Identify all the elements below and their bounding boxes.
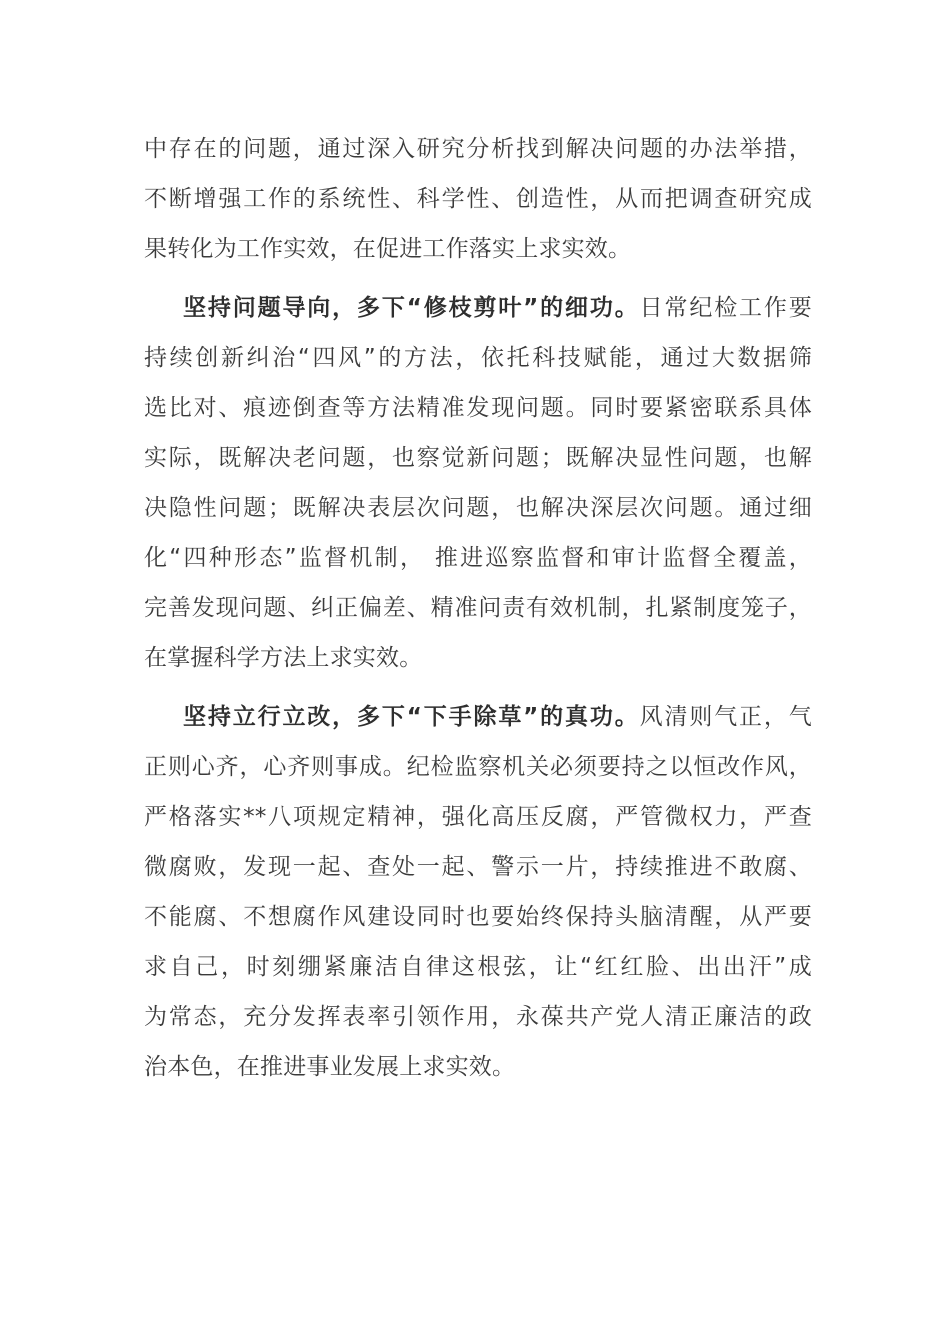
paragraph-3 — [144, 692, 812, 1092]
paragraph-2 — [144, 283, 812, 683]
text-line: 为常态，充分发挥表率引领作用，永葆共产党人清正廉洁的政 — [144, 1004, 812, 1030]
text-line: 在掌握科学方法上求实效。 — [144, 645, 423, 671]
text-line: 决隐性问题；既解决表层次问题，也解决深层次问题。通过细 — [144, 495, 812, 521]
text-line: 正则心齐，心齐则事成。纪检监察机关必须要持之以恒改作风， — [144, 754, 812, 780]
paragraph-lead-rest: 日常纪检工作要 — [639, 295, 812, 321]
text-line: 完善发现问题、纠正偏差、精准问责有效机制，扎紧制度笼子， — [144, 595, 812, 621]
text-line-first — [144, 692, 812, 742]
text-line: 持续创新纠治“四风”的方法，依托科技赋能，通过大数据筛 — [144, 345, 812, 371]
text-line: 实际，既解决老问题，也察觉新问题；既解决显性问题，也解 — [144, 445, 812, 471]
text-line: 不断增强工作的系统性、科学性、创造性，从而把调查研究成 — [144, 186, 812, 212]
text-line: 不能腐、不想腐作风建设同时也要始终保持头脑清醒，从严要 — [144, 904, 812, 930]
text-line: 中存在的问题，通过深入研究分析找到解决问题的办法举措， — [144, 136, 812, 162]
text-line: 求自己，时刻绷紧廉洁自律这根弦，让“红红脸、出出汗”成 — [144, 954, 812, 980]
text-line: 严格落实**八项规定精神，强化高压反腐，严管微权力，严查 — [144, 804, 812, 830]
paragraph-1 — [144, 124, 812, 274]
text-line: 微腐败，发现一起、查处一起、警示一片，持续推进不敢腐、 — [144, 854, 812, 880]
paragraph-lead-heading: 坚持立行立改，多下“下手除草”的真功。 — [183, 704, 640, 730]
paragraph-lead-heading: 坚持问题导向，多下“修枝剪叶”的细功。 — [183, 295, 640, 321]
text-line-first — [144, 283, 812, 333]
paragraph-lead-rest: 风清则气正，气 — [639, 704, 812, 730]
document-page — [144, 124, 812, 1101]
text-line: 果转化为工作实效，在促进工作落实上求实效。 — [144, 236, 632, 262]
text-line: 选比对、痕迹倒查等方法精准发现问题。同时要紧密联系具体 — [144, 395, 812, 421]
text-line: 化“四种形态”监督机制， 推进巡察监督和审计监督全覆盖， — [144, 545, 812, 571]
text-line: 治本色，在推进事业发展上求实效。 — [144, 1054, 516, 1080]
